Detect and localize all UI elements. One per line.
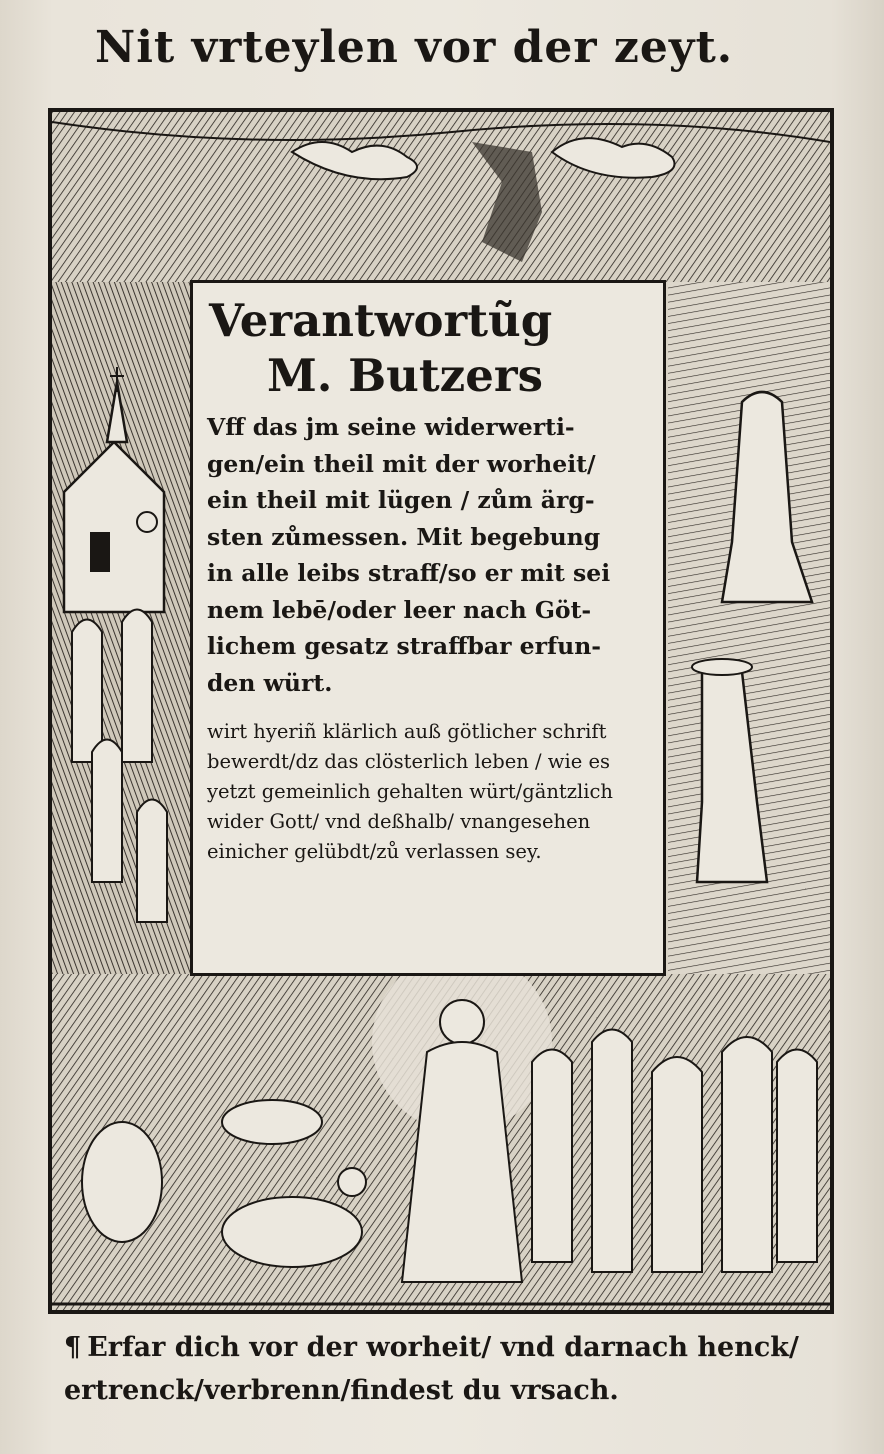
small-line: yetzt gemeinlich gehalten würt/gäntzlich: [207, 780, 613, 803]
body-line: nem lebē/oder leer nach Göt-: [207, 595, 592, 624]
woodcut-frame: [48, 108, 834, 1314]
footer-line-2: ertrenck/verbrenn/findest du vrsach.: [64, 1375, 619, 1406]
small-line: einicher gelübdt/zů verlassen sey.: [207, 840, 542, 863]
page-title: Nit vrteylen vor der zeyt.: [95, 22, 734, 73]
sky-hatching: [52, 112, 830, 282]
title-text-panel: [190, 280, 666, 976]
heading-line-1: Verantwortũg: [209, 294, 553, 347]
body-line: lichem gesatz straffbar erfun-: [207, 632, 602, 660]
footer-line-text: Erfar dich vor der worheit/ vnd darnach henck/: [87, 1332, 799, 1363]
small-line: wider Gott/ vnd deßhalb/ vnangesehen: [207, 810, 591, 833]
body-paragraph: [207, 409, 653, 701]
small-line: wirt hyeriñ klärlich auß götlicher schrift: [207, 720, 607, 743]
pilcrow-mark: ¶: [64, 1332, 82, 1363]
footer-line-1: [64, 1326, 854, 1369]
footer-motto: [64, 1326, 854, 1412]
body-line: Vff das jm seine widerwerti-: [207, 413, 575, 441]
body-line: ein theil mit lügen / zům ärg-: [207, 486, 595, 514]
body-line: sten zůmessen. Mit begebung: [207, 522, 601, 551]
body-line: den würt.: [207, 668, 333, 697]
heading-line-2: M. Butzers: [267, 349, 543, 402]
small-line: bewerdt/dz das clösterlich leben / wie es: [207, 750, 611, 773]
body-line: gen/ein theil mit der worheit/: [207, 449, 596, 478]
body-line: in alle leibs straff/so er mit sei: [207, 559, 611, 587]
small-paragraph: [207, 717, 653, 867]
